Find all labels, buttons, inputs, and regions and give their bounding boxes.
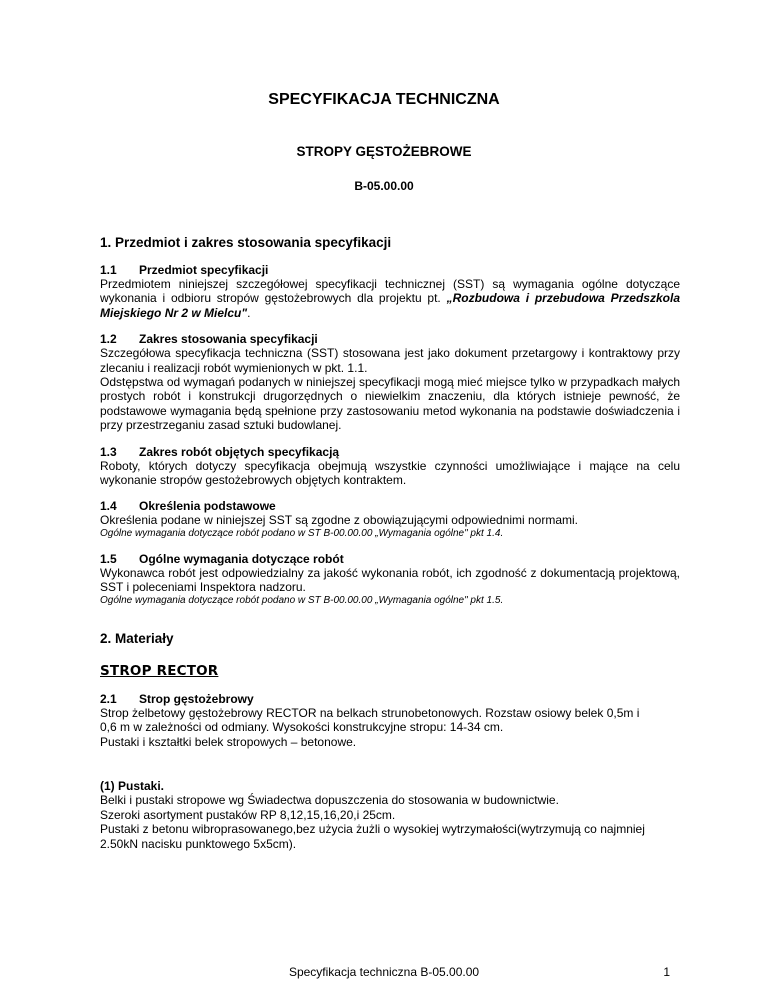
document-body (100, 235, 680, 851)
subsection-1-5-paragraph: Wykonawca robót jest odpowiedzialny za jakość wykonania robót, ich zgodność z dokumentacją projektową, SST i poleceniami Inspektora nadzoru. (100, 565, 680, 595)
subsection-2-1-line-2: 0,6 m w zależności od odmiany. Wysokości konstrukcyjne stropu: 14-34 cm. (100, 720, 504, 735)
subsection-1-3-paragraph: Roboty, których dotyczy specyfikacja obejmują wszystkie czynności umożliwiające i mające na celu wykonanie stropów gestożebrowych objętych kontraktem. (100, 458, 680, 488)
subsection-title: Strop gęstożebrowy (139, 691, 254, 706)
subsection-1-5-heading (100, 552, 680, 566)
subsection-2-1-line-3: Pustaki i kształtki belek stropowych – betonowe. (100, 734, 357, 749)
subsection-2-1-line-1: Strop żelbetowy gęstożebrowy RECTOR na belkach strunobetonowych. Rozstaw osiowy belek 0,5m i (100, 705, 640, 720)
subsection-title: Przedmiot specyfikacji (139, 263, 269, 277)
pustaki-line-2: Szeroki asortyment pustaków RP 8,12,15,16,20,i 25cm. (100, 807, 396, 822)
subsection-2-1-heading (100, 692, 680, 706)
pustaki-line-1: Belki i pustaki stropowe wg Świadectwa dopuszczenia do stosowania w budownictwie. (100, 793, 559, 808)
page-number: 1 (663, 965, 670, 979)
document-code: B-05.00.00 (354, 179, 414, 193)
section-1-heading: 1. Przedmiot i zakres stosowania specyfikacji (100, 235, 392, 250)
subsection-1-1-text: Przedmiotem niniejszej szczegółowej specyfikacji technicznej (SST) są wymagania ogólne dotyczące wykonania i odbioru stropów gęstożebrowych dla projektu pt. „Rozbudowa i przebudowa Przedszkola Miejskiego Nr 2 w Mielcu". (100, 277, 680, 320)
subsection-1-2-heading (100, 332, 680, 346)
subsection-title: Zakres stosowania specyfikacji (139, 332, 318, 347)
document-title: SPECYFIKACJA TECHNICZNA (268, 91, 500, 108)
subsection-1-1-heading (100, 263, 680, 277)
pustaki-heading: (1) Pustaki. (100, 778, 165, 793)
strop-rector-heading: STROP RECTOR (100, 662, 219, 679)
project-name: „Rozbudowa i przebudowa Przedszkola Miejskiego Nr 2 w Mielcu" (100, 291, 680, 320)
subsection-1-4-note: Ogólne wymagania dotyczące robót podano w ST B-00.00.00 „Wymagania ogólne" pkt 1.4. (100, 527, 504, 539)
subsection-1-4-paragraph: Określenia podane w niniejszej SST są zgodne z obowiązującymi odpowiednimi normami. (100, 513, 579, 528)
subsection-number: 1.3 (100, 444, 117, 459)
subsection-1-2-paragraph-1: Szczegółowa specyfikacja techniczna (SST) stosowana jest jako dokument przetargowy i kontraktowy przy zlecaniu i realizacji robót wymienionych w pkt. 1.1. (100, 346, 680, 375)
subsection-1-4-heading (100, 499, 680, 513)
subsection-title: Ogólne wymagania dotyczące robót (139, 551, 344, 566)
subsection-1-5-note: Ogólne wymagania dotyczące robót podano w ST B-00.00.00 „Wymagania ogólne" pkt 1.5. (100, 594, 504, 606)
subsection-number: 1.1 (100, 263, 117, 277)
subsection-title: Zakres robót objętych specyfikacją (139, 444, 340, 459)
subsection-1-3-heading (100, 445, 680, 459)
section-2-heading: 2. Materiały (100, 630, 174, 646)
subsection-number: 1.2 (100, 332, 117, 347)
subsection-number: 2.1 (100, 691, 117, 706)
page-footer: Specyfikacja techniczna B-05.00.00 (288, 965, 480, 979)
subsection-number: 1.5 (100, 551, 117, 566)
document-subtitle: STROPY GĘSTOŻEBROWE (296, 144, 472, 159)
pustaki-line-3: Pustaki z betonu wibroprasowanego,bez użycia żużli o wysokiej wytrzymałości(wytrzymują co najmniej 2.50kN nacisku punktowego 5x5cm). (100, 822, 645, 851)
subsection-title: Określenia podstawowe (139, 499, 276, 514)
subsection-1-2-paragraph-2: Odstępstwa od wymagań podanych w niniejszej specyfikacji mogą mieć miejsce tylko w przypadkach małych prostych robót i konstrukcji drugorzędnych o niewielkim znaczeniu, dla których istnieje pewność, że podstawowe wymagania będą spełnione przy zastosowaniu metod wykonania na podstawie doświadczenia i przy przestrzeganiu zasad sztuki budowlanej. (100, 375, 680, 433)
subsection-number: 1.4 (100, 499, 117, 514)
